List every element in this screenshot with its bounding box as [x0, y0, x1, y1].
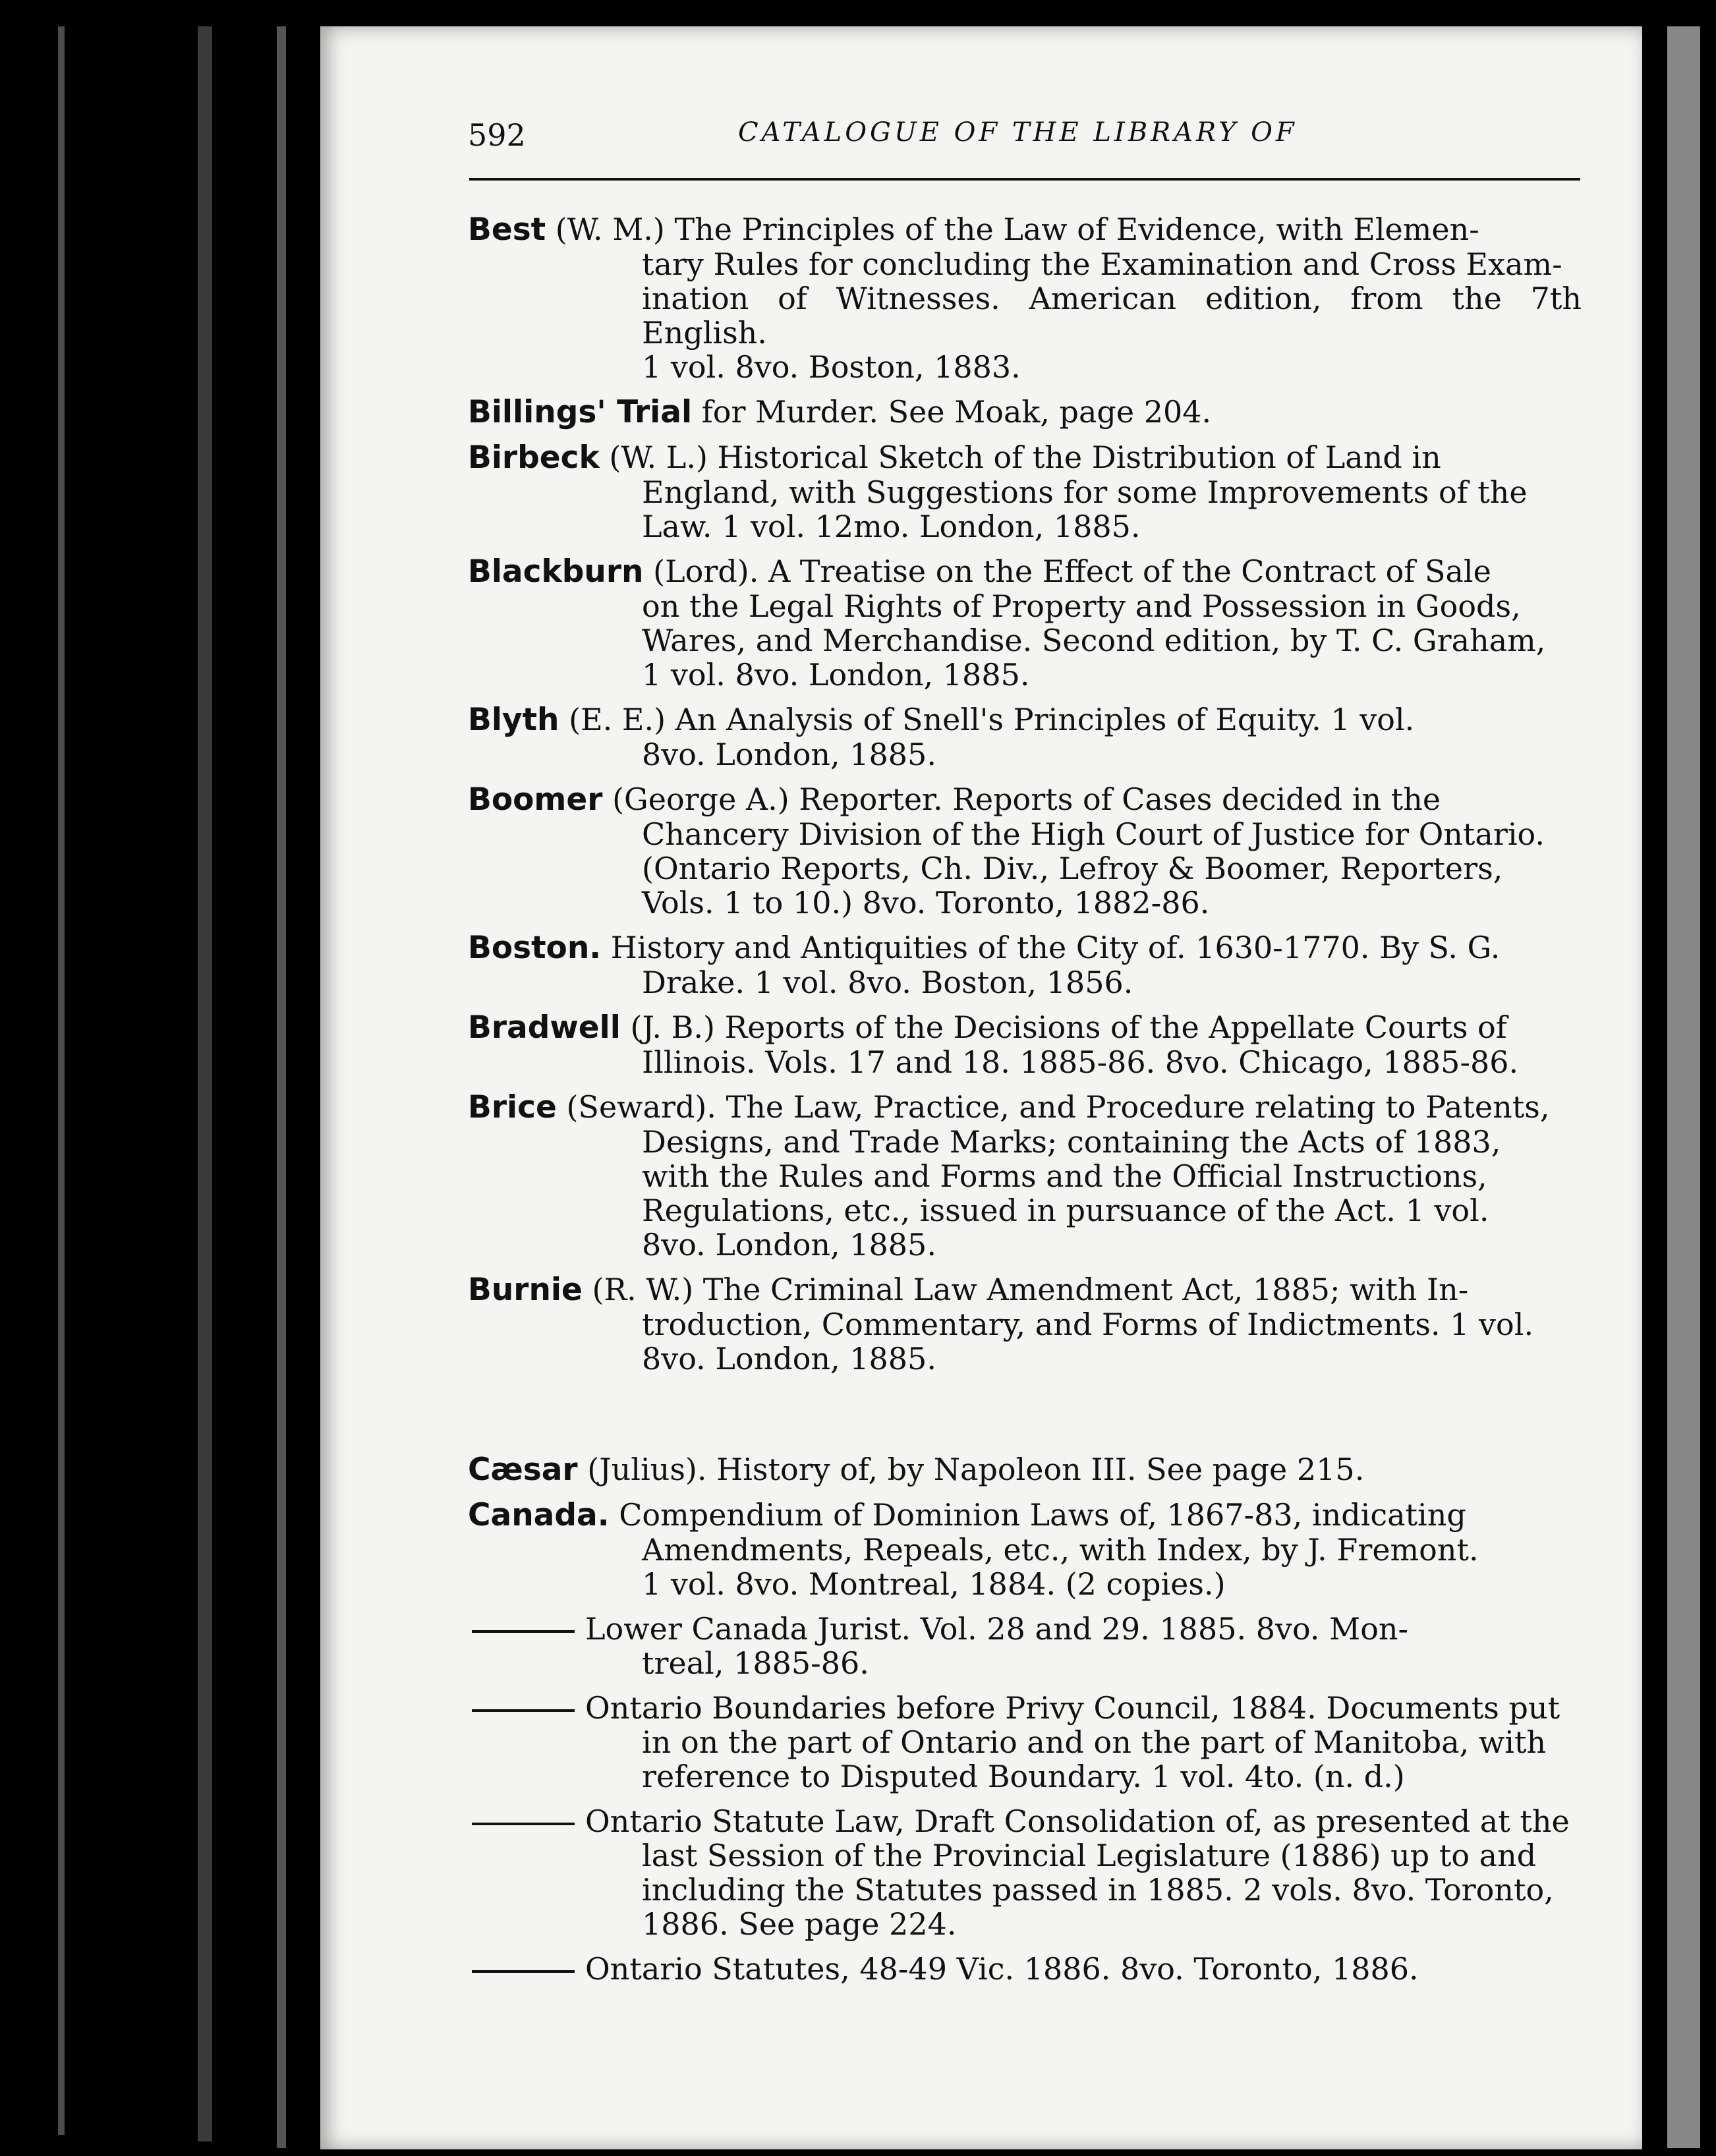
entry-line: Designs, and Trade Marks; containing the Acts of 1883,: [642, 1124, 1501, 1160]
running-head: [468, 117, 1582, 157]
running-title: CATALOGUE OF THE LIBRARY OF: [738, 117, 1298, 148]
catalogue-entry: [468, 1090, 1582, 1262]
catalogue-entry: [468, 782, 1582, 920]
entry-heading: Boston.: [468, 930, 602, 966]
catalogue-subentry: [468, 1612, 1582, 1680]
entry-line: ination of Witnesses. American edition, from the 7th English.: [642, 281, 1582, 351]
entry-line: Lower Canada Jurist. Vol. 28 and 29. 1885. 8vo. Mon-: [585, 1611, 1409, 1647]
entry-line: (E. E.) An Analysis of Snell's Principles of Equity. 1 vol.: [569, 702, 1415, 737]
catalogue-entry: [468, 1452, 1582, 1487]
entry-heading: Blyth: [468, 702, 559, 738]
next-page-strip: [1667, 26, 1700, 2148]
catalogue-entry: [468, 440, 1582, 544]
ditto-dash: [472, 1970, 575, 1973]
entry-line: 1 vol. 8vo. Montreal, 1884. (2 copies.): [642, 1566, 1226, 1602]
entry-line: Compendium of Dominion Laws of, 1867-83, indicating: [619, 1497, 1466, 1533]
book-spine: [0, 0, 303, 2156]
catalogue-entry: [468, 1498, 1582, 1601]
catalogue-entry: [468, 554, 1582, 692]
entry-line: (Ontario Reports, Ch. Div., Lefroy & Boomer, Reporters,: [642, 851, 1503, 886]
catalogue-entry: [468, 212, 1582, 384]
entry-heading: Best: [468, 212, 546, 248]
entry-line: 1 vol. 8vo. Boston, 1883.: [642, 349, 1021, 385]
entry-line: (George A.) Reporter. Reports of Cases decided in the: [612, 781, 1441, 817]
entry-line: Ontario Boundaries before Privy Council, 1884. Documents put: [585, 1690, 1560, 1726]
entry-line: (Seward). The Law, Practice, and Procedure relating to Patents,: [566, 1089, 1550, 1125]
spine-edge: [198, 26, 212, 2142]
catalogue-entry: [468, 930, 1582, 1000]
entry-line: Amendments, Repeals, etc., with Index, by J. Fremont.: [642, 1532, 1479, 1568]
catalogue-subentry: [468, 1804, 1582, 1941]
page-number: 592: [468, 117, 526, 153]
catalogue-entry: [468, 1272, 1582, 1376]
ditto-dash: [472, 1823, 575, 1825]
entry-line: including the Statutes passed in 1885. 2 vols. 8vo. Toronto,: [642, 1872, 1554, 1908]
entry-line: Illinois. Vols. 17 and 18. 1885-86. 8vo. Chicago, 1885-86.: [642, 1044, 1519, 1080]
entry-line: 1 vol. 8vo. London, 1885.: [642, 657, 1030, 693]
entry-line: England, with Suggestions for some Improvements of the: [642, 474, 1528, 510]
spine-edge: [58, 26, 65, 2135]
entry-line: Wares, and Merchandise. Second edition, by T. C. Graham,: [642, 623, 1546, 658]
section-gap: [468, 1386, 1582, 1452]
entry-line: History and Antiquities of the City of. 1630-1770. By S. G.: [610, 930, 1501, 965]
entry-line: treal, 1885-86.: [642, 1645, 869, 1681]
entry-line: (Lord). A Treatise on the Effect of the Contract of Sale: [653, 553, 1491, 589]
entry-heading: Blackburn: [468, 553, 644, 590]
entry-heading: Billings' Trial: [468, 394, 693, 430]
entry-line: 8vo. London, 1885.: [642, 1341, 936, 1376]
header-rule: [469, 178, 1580, 181]
entry-line: 8vo. London, 1885.: [642, 1227, 936, 1262]
entry-heading: Boomer: [468, 781, 603, 818]
entry-line: Ontario Statutes, 48-49 Vic. 1886. 8vo. Toronto, 1886.: [585, 1951, 1419, 1987]
entry-line: in on the part of Ontario and on the part of Manitoba, with: [642, 1724, 1547, 1760]
catalogue-entry: [468, 1010, 1582, 1079]
entry-heading: Brice: [468, 1089, 557, 1125]
entry-line: last Session of the Provincial Legislature (1886) up to and: [642, 1838, 1537, 1873]
catalogue-entry: [468, 702, 1582, 772]
catalogue-entry: [468, 395, 1582, 430]
entry-heading: Cæsar: [468, 1452, 578, 1488]
spine-edge: [277, 26, 286, 2148]
entry-heading: Burnie: [468, 1272, 583, 1308]
entry-line: Chancery Division of the High Court of Justice for Ontario.: [642, 816, 1545, 852]
catalogue-entries: [468, 212, 1582, 1997]
entry-line: on the Legal Rights of Property and Possession in Goods,: [642, 588, 1521, 624]
entry-line: Drake. 1 vol. 8vo. Boston, 1856.: [642, 965, 1133, 1000]
entry-line: 8vo. London, 1885.: [642, 737, 936, 772]
entry-line: with the Rules and Forms and the Official Instructions,: [642, 1158, 1487, 1194]
catalogue-subentry: [468, 1952, 1582, 1986]
entry-line: tary Rules for concluding the Examination and Cross Exam-: [642, 246, 1562, 282]
entry-heading: Canada.: [468, 1497, 610, 1533]
entry-heading: Birbeck: [468, 440, 600, 476]
entry-line: reference to Disputed Boundary. 1 vol. 4to. (n. d.): [642, 1759, 1405, 1794]
ditto-dash: [472, 1630, 575, 1633]
entry-line: troduction, Commentary, and Forms of Indictments. 1 vol.: [642, 1307, 1534, 1342]
ditto-dash: [472, 1709, 575, 1712]
entry-line: (J. B.) Reports of the Decisions of the Appellate Courts of: [630, 1009, 1507, 1045]
entry-line: (W. M.) The Principles of the Law of Evidence, with Elemen-: [555, 212, 1479, 247]
entry-line: (W. L.) Historical Sketch of the Distribution of Land in: [609, 440, 1441, 475]
entry-heading: Bradwell: [468, 1009, 621, 1046]
entry-line: for Murder. See Moak, page 204.: [701, 394, 1212, 430]
entry-line: 1886. See page 224.: [642, 1906, 957, 1942]
entry-line: Ontario Statute Law, Draft Consolidation of, as presented at the: [585, 1803, 1570, 1839]
entry-line: Law. 1 vol. 12mo. London, 1885.: [642, 509, 1141, 544]
catalogue-subentry: [468, 1691, 1582, 1794]
entry-line: (Julius). History of, by Napoleon III. See page 215.: [587, 1452, 1365, 1487]
entry-line: (R. W.) The Criminal Law Amendment Act, 1885; with In-: [592, 1272, 1469, 1307]
entry-line: Vols. 1 to 10.) 8vo. Toronto, 1882-86.: [642, 885, 1210, 921]
entry-line: Regulations, etc., issued in pursuance of the Act. 1 vol.: [642, 1193, 1489, 1228]
